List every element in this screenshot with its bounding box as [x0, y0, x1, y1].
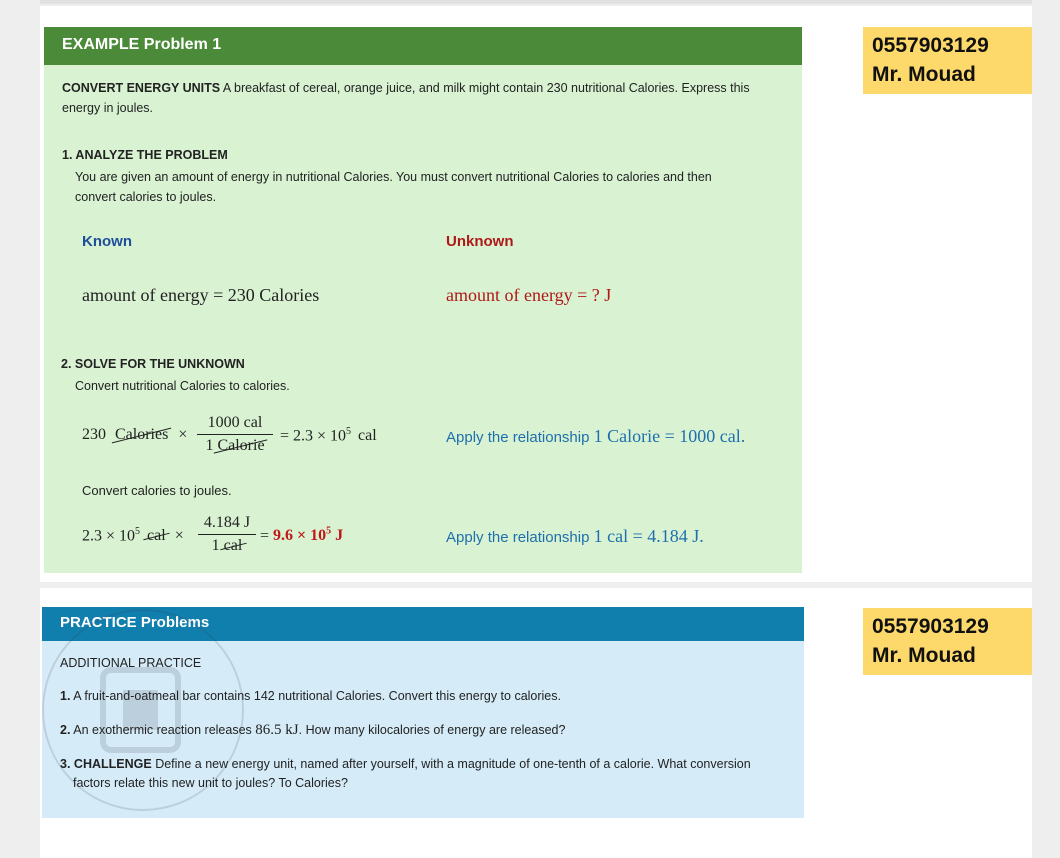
- equation-2-result: = $9.6 \times 10^5$ J: [260, 526, 344, 545]
- example-title: EXAMPLE Problem 1: [62, 36, 222, 53]
- equation-1-result: = $2.3 \times 10^5$ cal: [280, 426, 377, 445]
- intro-text: A breakfast of cereal, orange juice, and milk might contain 230 nutritional Calories. Express this: [222, 81, 750, 95]
- phone-number: 0557903129: [872, 34, 989, 57]
- contact-sticker-1: [863, 27, 1032, 94]
- practice-question-3-line2: factors relate this new unit to joules? To Calories?: [73, 776, 348, 790]
- struck-calories: Calories: [115, 426, 169, 443]
- practice-question-3: 3. CHALLENGE Define a new energy unit, named after yourself, with a magnitude of one-tenth of a calorie. What conversion: [60, 757, 751, 771]
- additional-practice-heading: ADDITIONAL PRACTICE: [60, 656, 202, 670]
- struck-cal: cal: [147, 527, 166, 545]
- phone-number: 0557903129: [872, 615, 989, 638]
- step1-text-line2: convert calories to joules.: [75, 190, 217, 204]
- known-value: amount of energy = 230 Calories: [82, 285, 320, 305]
- unknown-value: amount of energy = ? J: [446, 285, 612, 305]
- practice-question-1: 1. A fruit-and-oatmeal bar contains 142 nutritional Calories. Convert this energy to calories.: [60, 689, 561, 703]
- equation-1-fraction: 1000 cal 1 Calorie: [197, 414, 273, 455]
- intro-label: CONVERT ENERGY UNITS: [62, 81, 221, 95]
- watermark-logo: [8, 600, 278, 840]
- step2-text2: Convert calories to joules.: [82, 483, 232, 498]
- final-answer: $9.6 \times 10^5$ J: [273, 526, 344, 545]
- apply-relationship-2: Apply the relationship 1 cal = 4.184 J.: [446, 526, 704, 546]
- example-intro: [62, 78, 750, 98]
- step1-heading: 1. ANALYZE THE PROBLEM: [62, 148, 228, 162]
- intro-text-line2: energy in joules.: [62, 101, 154, 115]
- teacher-name: Mr. Mouad: [872, 644, 976, 667]
- equation-2-left: $2.3 \times 10^5$ cal ×: [82, 526, 184, 545]
- apply-relationship-1: Apply the relationship 1 Calorie = 1000 cal.: [446, 426, 746, 446]
- step2-heading: 2. SOLVE FOR THE UNKNOWN: [61, 357, 245, 371]
- practice-title: PRACTICE Problems: [60, 614, 210, 631]
- step2-text: Convert nutritional Calories to calories.: [75, 379, 290, 393]
- equation-1-left: 230 Calories ×: [82, 426, 188, 443]
- known-label: Known: [82, 233, 132, 250]
- teacher-name: Mr. Mouad: [872, 63, 976, 86]
- example-header: [44, 27, 802, 65]
- step1-text: You are given an amount of energy in nutritional Calories. You must convert nutritional Calories to calories and then: [75, 170, 712, 184]
- contact-sticker-2: [863, 608, 1032, 675]
- top-divider: [40, 0, 1032, 4]
- practice-question-2: 2. An exothermic reaction releases 86.5 kJ. How many kilocalories of energy are released?: [60, 722, 566, 738]
- unknown-label: Unknown: [446, 233, 514, 250]
- equation-2-fraction: 4.184 J 1 cal: [198, 514, 256, 555]
